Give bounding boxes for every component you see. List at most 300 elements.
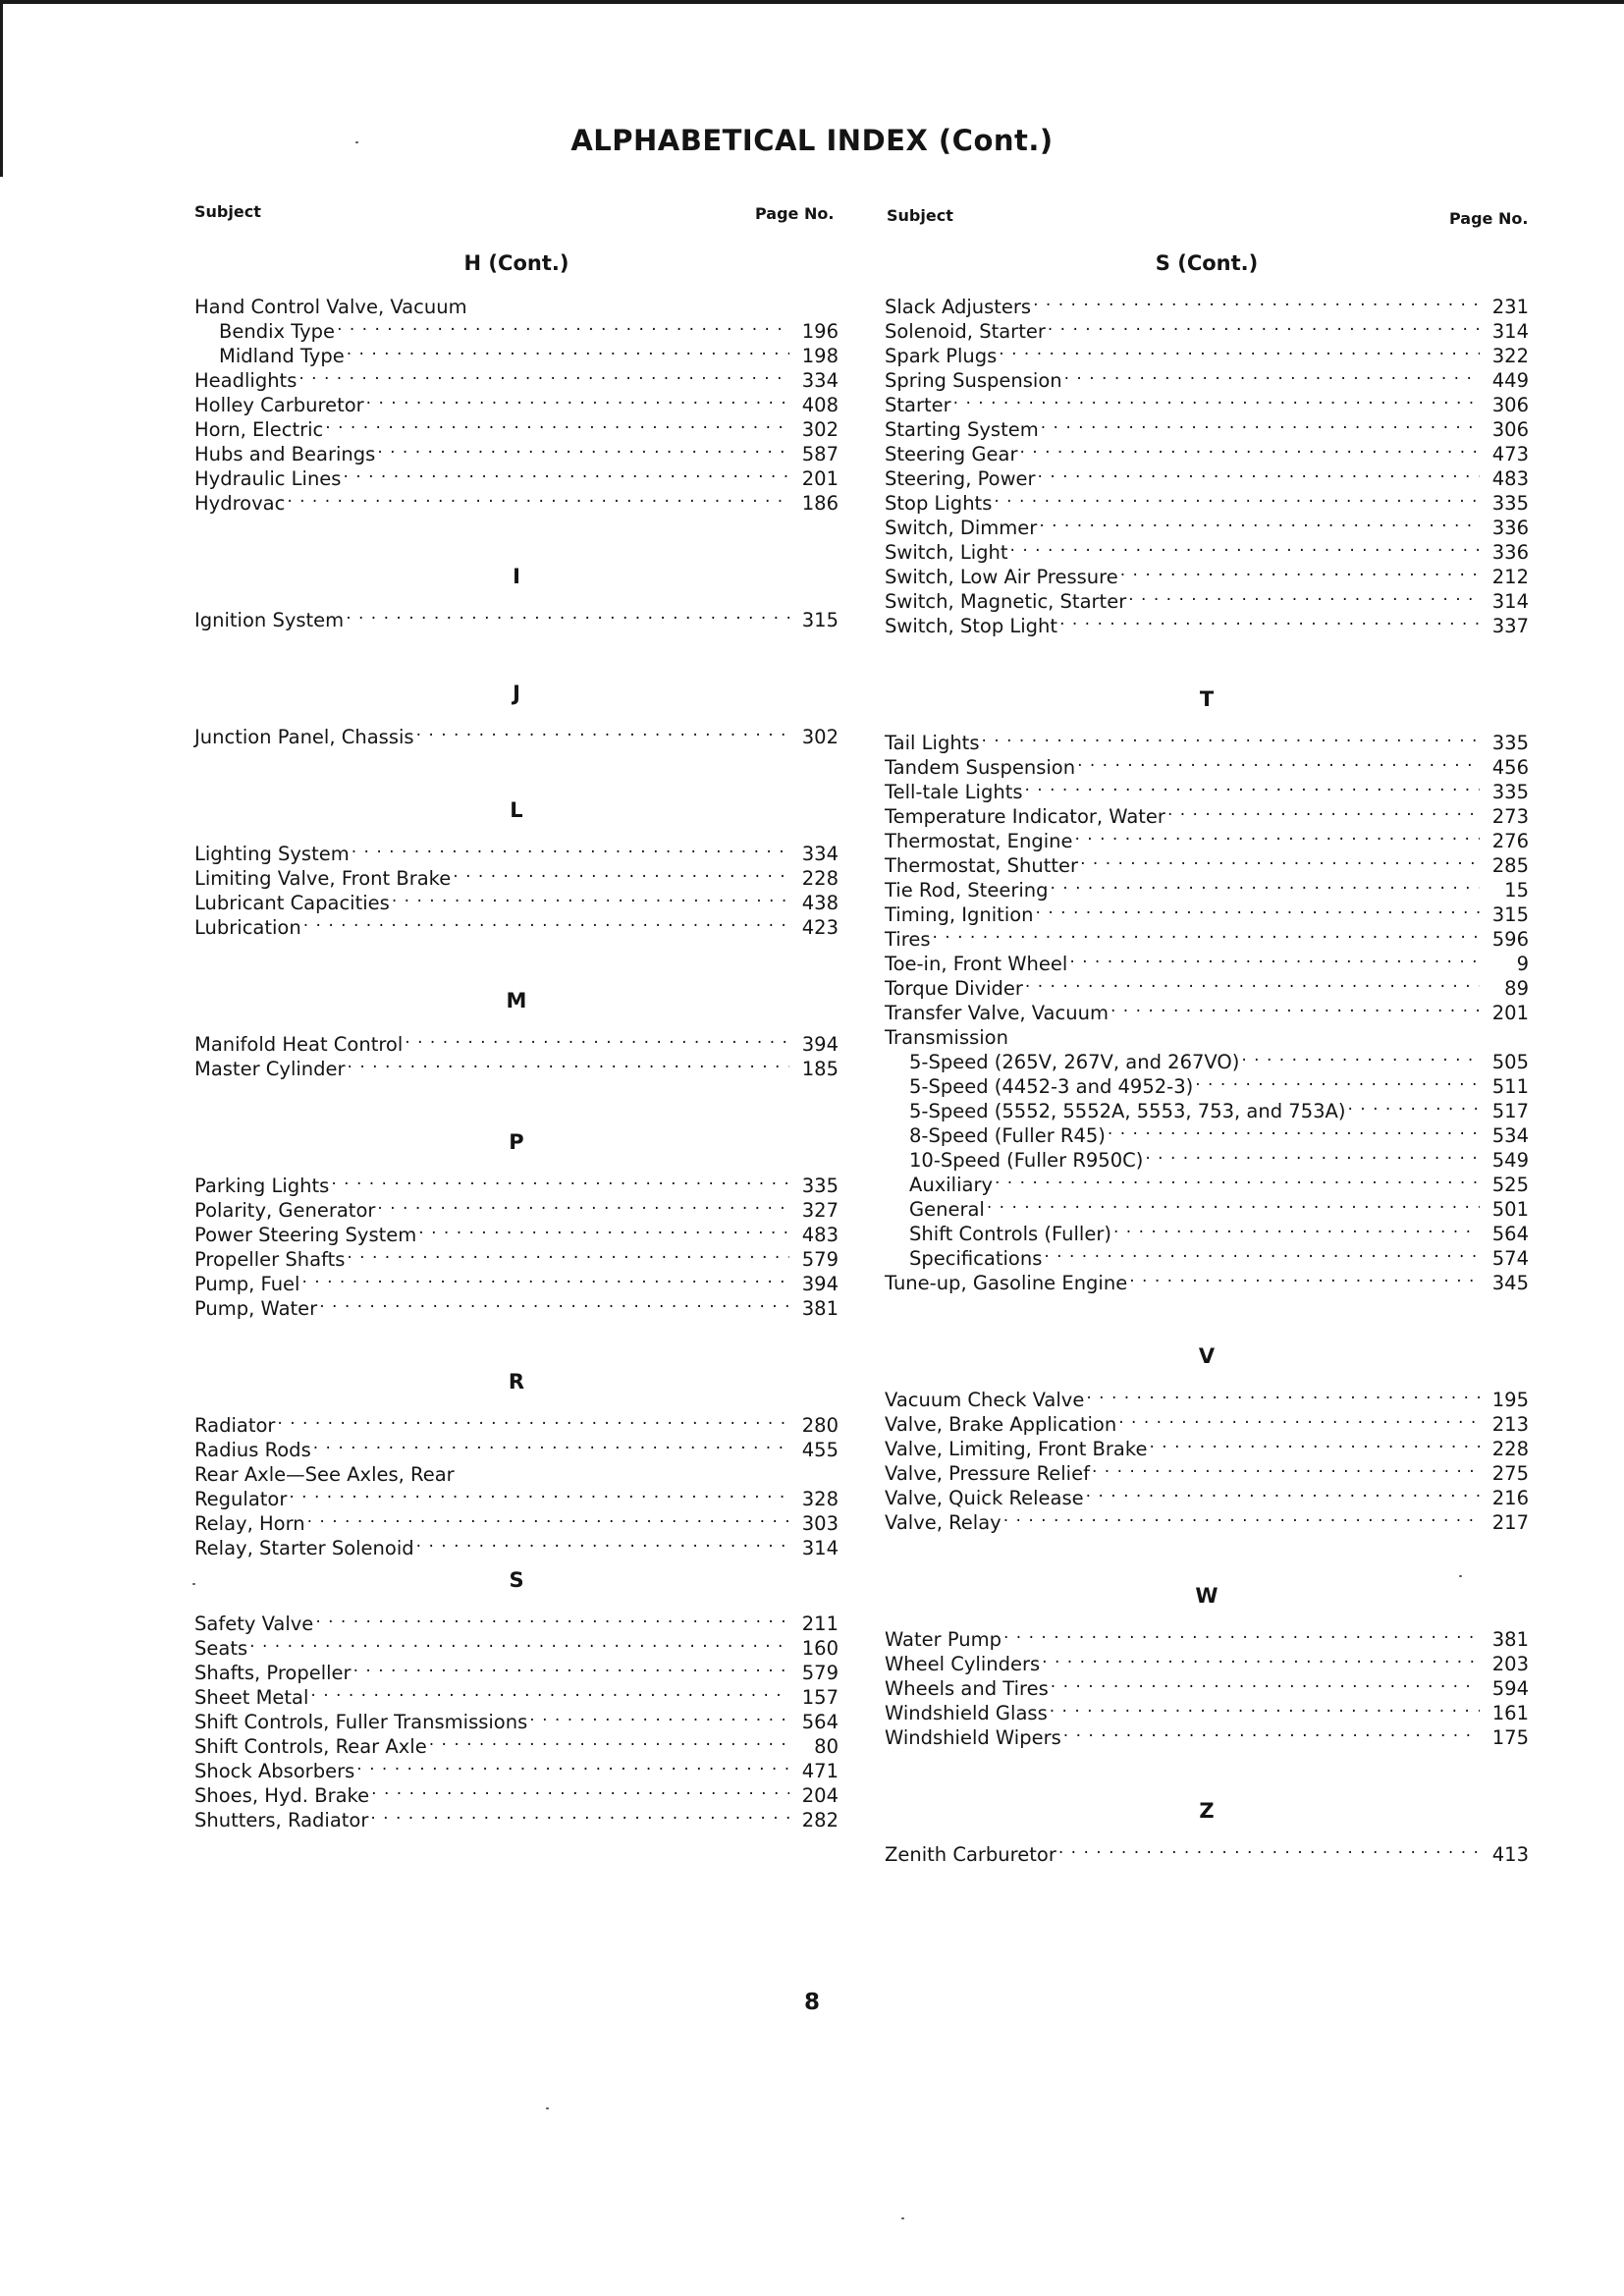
entry-page-number: 449 [1491, 369, 1529, 392]
entry-subject: Pump, Fuel [194, 1273, 300, 1295]
entry-page-number: 314 [1491, 590, 1529, 613]
index-section [885, 238, 1529, 637]
entry-subject: Tandem Suspension [885, 756, 1076, 779]
right-page-header: Page No. [1449, 209, 1529, 228]
dot-leader [1110, 995, 1480, 1019]
entry-page-number: 276 [1491, 830, 1529, 852]
page-number: 8 [803, 1990, 820, 2015]
index-entry [885, 411, 1529, 441]
entry-subject: Tune-up, Gasoline Engine [885, 1272, 1128, 1294]
index-section [194, 785, 839, 939]
dot-leader [1167, 798, 1480, 823]
entry-page-number: 534 [1491, 1124, 1529, 1147]
entry-subject: Spark Plugs [885, 345, 998, 367]
entry-page-number: 314 [1491, 320, 1529, 343]
entry-page-number: 228 [1491, 1438, 1529, 1460]
entry-subject: Shafts, Propeller [194, 1662, 352, 1684]
entry-subject: Manifold Heat Control [194, 1033, 404, 1056]
dot-leader [1118, 1406, 1480, 1431]
dot-leader [289, 1481, 789, 1505]
dot-leader [1044, 1240, 1480, 1265]
right-subject-header: Subject [887, 206, 953, 225]
entry-subject: Transmission [885, 1026, 1008, 1049]
entry-page-number: 185 [801, 1058, 839, 1080]
section-heading: W [1195, 1584, 1218, 1608]
entry-page-number: 394 [801, 1273, 839, 1295]
entry-page-number: 280 [801, 1414, 839, 1437]
entry-subject: Safety Valve [194, 1613, 314, 1635]
entry-page-number: 315 [801, 609, 839, 631]
index-entry [885, 1621, 1529, 1651]
entry-subject: Tell-tale Lights [885, 781, 1023, 803]
entry-subject: Limiting Valve, Front Brake [194, 867, 452, 890]
entry-page-number: 336 [1491, 517, 1529, 539]
entry-subject: Spring Suspension [885, 369, 1062, 392]
entry-page-number: 335 [801, 1175, 839, 1197]
entry-page-number: 161 [1491, 1702, 1529, 1724]
entry-subject: General [909, 1198, 985, 1221]
entry-page-number: 201 [801, 467, 839, 490]
entry-page-number: 335 [1491, 492, 1529, 515]
index-entry [885, 749, 1529, 779]
entry-page-number: 15 [1504, 879, 1529, 902]
entry-page-number: 217 [1491, 1511, 1529, 1534]
entry-subject: Thermostat, Shutter [885, 854, 1079, 877]
dot-leader [932, 921, 1480, 946]
entry-subject: Horn, Electric [194, 418, 324, 441]
index-entry [194, 1606, 839, 1635]
entry-subject: Polarity, Generator [194, 1199, 376, 1222]
entry-subject: Master Cylinder [194, 1058, 346, 1080]
entry-subject: Specifications [909, 1247, 1043, 1270]
entry-page-number: 525 [1491, 1174, 1529, 1196]
entry-page-number: 455 [801, 1439, 839, 1461]
entry-page-number: 306 [1491, 418, 1529, 441]
entry-subject: Relay, Horn [194, 1512, 305, 1535]
dot-leader [1003, 1504, 1480, 1529]
entry-page-number: 337 [1491, 615, 1529, 637]
dot-leader [366, 387, 789, 411]
entry-subject: 10-Speed (Fuller R950C) [909, 1149, 1144, 1172]
dot-leader [301, 1266, 789, 1290]
entry-subject: Parking Lights [194, 1175, 330, 1197]
entry-page-number: 505 [1491, 1051, 1529, 1073]
dot-leader [1129, 1265, 1480, 1289]
index-entry [194, 1655, 839, 1684]
entry-subject: Shutters, Radiator [194, 1809, 369, 1831]
entry-list [885, 1382, 1529, 1534]
scan-speck [355, 141, 358, 143]
entry-subject: Lubricant Capacities [194, 892, 390, 914]
dot-leader [352, 836, 789, 860]
entry-page-number: 315 [1491, 903, 1529, 926]
entry-page-number: 306 [1491, 394, 1529, 416]
entry-subject: Thermostat, Engine [885, 830, 1073, 852]
dot-leader [277, 1407, 789, 1432]
entry-page-number: 80 [814, 1735, 839, 1758]
entry-subject: Wheels and Tires [885, 1677, 1049, 1700]
entry-subject: Shift Controls, Rear Axle [194, 1735, 427, 1758]
entry-subject: Tail Lights [885, 732, 980, 754]
entry-page-number: 302 [801, 726, 839, 748]
entry-subject: Toe-in, Front Wheel [885, 953, 1068, 975]
entry-subject: Regulator [194, 1488, 288, 1510]
dot-leader [1120, 559, 1480, 583]
entry-page-number: 381 [1491, 1628, 1529, 1651]
dot-leader [1064, 362, 1480, 387]
entry-list [194, 1026, 839, 1080]
entry-subject: Radiator [194, 1414, 276, 1437]
dot-leader [1025, 774, 1481, 798]
dot-leader [999, 338, 1480, 362]
entry-subject: Valve, Pressure Relief [885, 1462, 1090, 1485]
dot-leader [1069, 946, 1480, 970]
dot-leader [469, 289, 789, 313]
dot-leader [347, 1241, 789, 1266]
entry-page-number: 334 [801, 843, 839, 865]
entry-subject: Valve, Quick Release [885, 1487, 1084, 1509]
entry-subject: Torque Divider [885, 977, 1023, 1000]
section-heading: S [509, 1568, 524, 1592]
dot-leader [1075, 823, 1481, 847]
entry-subject: Headlights [194, 369, 298, 392]
dot-leader [1042, 1646, 1480, 1670]
entry-page-number: 282 [801, 1809, 839, 1831]
entry-subject: Zenith Carburetor [885, 1843, 1056, 1866]
entry-subject: Shift Controls (Fuller) [909, 1223, 1111, 1245]
entry-page-number: 285 [1491, 854, 1529, 877]
dot-leader [249, 1630, 789, 1655]
dot-leader [1077, 749, 1480, 774]
entry-subject: Wheel Cylinders [885, 1653, 1041, 1675]
entry-subject: Hydraulic Lines [194, 467, 342, 490]
entry-list [194, 289, 839, 515]
section-heading: I [513, 565, 520, 588]
entry-subject: Sheet Metal [194, 1686, 309, 1709]
index-entry [885, 921, 1529, 951]
entry-page-number: 334 [801, 369, 839, 392]
entry-subject: Steering Gear [885, 443, 1018, 465]
dot-leader [1145, 1142, 1480, 1167]
dot-leader [377, 436, 789, 461]
dot-leader [319, 1290, 789, 1315]
dot-leader [1051, 1670, 1480, 1695]
dot-leader [346, 602, 789, 627]
dot-leader [982, 725, 1481, 749]
dot-leader [1038, 461, 1480, 485]
dot-leader [416, 1530, 789, 1555]
index-entry [194, 1026, 839, 1056]
section-heading: Z [1199, 1799, 1215, 1823]
right-index-column [885, 238, 1529, 1866]
index-section [885, 1570, 1529, 1749]
entry-subject: Starting System [885, 418, 1039, 441]
entry-subject: Rear Axle—See Axles, Rear [194, 1463, 455, 1486]
dot-leader [1113, 1216, 1480, 1240]
entry-page-number: 413 [1491, 1843, 1529, 1866]
entry-page-number: 275 [1491, 1462, 1529, 1485]
entry-subject: Water Pump [885, 1628, 1001, 1651]
entry-page-number: 335 [1491, 732, 1529, 754]
index-entry [194, 485, 839, 515]
entry-page-number: 175 [1491, 1726, 1529, 1749]
entry-page-number: 423 [801, 916, 839, 939]
dot-leader [337, 313, 789, 338]
entry-subject: Transfer Valve, Vacuum [885, 1002, 1109, 1024]
entry-subject: Relay, Starter Solenoid [194, 1537, 414, 1559]
dot-leader [315, 1606, 789, 1630]
dot-leader [1086, 1480, 1480, 1504]
dot-leader [995, 1167, 1480, 1191]
dot-leader [1039, 510, 1480, 534]
entry-subject: Starter [885, 394, 951, 416]
dot-leader [353, 1655, 789, 1679]
dot-leader [1003, 1621, 1480, 1646]
dot-leader [1019, 436, 1480, 461]
entry-page-number: 594 [1491, 1677, 1529, 1700]
index-section [194, 1117, 839, 1320]
entry-subject: Steering, Power [885, 467, 1036, 490]
index-entry [194, 1481, 839, 1510]
entry-subject: Switch, Light [885, 541, 1008, 564]
entry-subject: Shift Controls, Fuller Transmissions [194, 1711, 528, 1733]
dot-leader [987, 1191, 1480, 1216]
dot-leader [457, 1456, 789, 1481]
entry-page-number: 327 [801, 1199, 839, 1222]
dot-leader [287, 485, 789, 510]
entry-page-number: 471 [801, 1760, 839, 1782]
dot-leader [529, 1704, 789, 1728]
index-section [194, 238, 839, 515]
entry-page-number: 198 [801, 345, 839, 367]
entry-subject: Valve, Brake Application [885, 1413, 1117, 1436]
index-entry [885, 946, 1529, 975]
section-heading: H (Cont.) [463, 251, 569, 275]
entry-subject: Pump, Water [194, 1297, 318, 1320]
entry-subject: Lighting System [194, 843, 350, 865]
left-subject-header: Subject [194, 202, 261, 221]
entry-page-number: 157 [801, 1686, 839, 1709]
index-section [194, 1555, 839, 1831]
entry-page-number: 456 [1491, 756, 1529, 779]
dot-leader [416, 719, 789, 743]
entry-page-number: 408 [801, 394, 839, 416]
index-section [194, 975, 839, 1080]
index-entry [194, 1432, 839, 1461]
section-heading: J [513, 682, 520, 705]
section-heading: T [1199, 687, 1215, 711]
entry-subject: Shoes, Hyd. Brake [194, 1784, 370, 1807]
entry-page-number: 204 [801, 1784, 839, 1807]
entry-subject: Seats [194, 1637, 248, 1660]
entry-page-number: 473 [1491, 443, 1529, 465]
index-entry [194, 1505, 839, 1535]
scan-top-border [0, 0, 1624, 4]
entry-page-number: 302 [801, 418, 839, 441]
entry-list [885, 1621, 1529, 1749]
dot-leader [1010, 1019, 1480, 1044]
dot-leader [1058, 1836, 1480, 1861]
dot-leader [1051, 872, 1481, 897]
entry-page-number: 9 [1516, 953, 1529, 975]
scan-speck [1459, 1575, 1462, 1577]
entry-subject: Lubrication [194, 916, 301, 939]
dot-leader [953, 387, 1480, 411]
entry-subject: Solenoid, Starter [885, 320, 1046, 343]
entry-page-number: 511 [1491, 1075, 1529, 1098]
entry-subject: Timing, Ignition [885, 903, 1034, 926]
index-entry [194, 1630, 839, 1660]
entry-list [194, 1407, 839, 1559]
entry-list [885, 725, 1529, 1294]
section-heading: P [509, 1130, 524, 1154]
entry-page-number: 322 [1491, 345, 1529, 367]
entry-subject: Valve, Limiting, Front Brake [885, 1438, 1148, 1460]
dot-leader [1033, 289, 1480, 313]
dot-leader [1108, 1118, 1480, 1142]
entry-page-number: 314 [801, 1537, 839, 1559]
entry-subject: 5-Speed (5552, 5552A, 5553, 753, and 753A) [909, 1100, 1346, 1122]
index-entry [885, 289, 1529, 318]
dot-leader [298, 362, 789, 387]
entry-page-number: 501 [1491, 1198, 1529, 1221]
entry-subject: Windshield Glass [885, 1702, 1048, 1724]
dot-leader [1050, 1695, 1480, 1720]
entry-subject: Propeller Shafts [194, 1248, 346, 1271]
entry-subject: Temperature Indicator, Water [885, 805, 1165, 828]
index-section [194, 551, 839, 631]
entry-subject: Tires [885, 928, 931, 951]
dot-leader [325, 411, 789, 436]
index-entry [885, 1836, 1529, 1866]
entry-subject: Junction Panel, Chassis [194, 726, 414, 748]
entry-page-number: 216 [1491, 1487, 1529, 1509]
entry-subject: Windshield Wipers [885, 1726, 1061, 1749]
section-heading: R [508, 1370, 525, 1394]
entry-page-number: 483 [801, 1224, 839, 1246]
entry-subject: Slack Adjusters [885, 296, 1032, 318]
entry-page-number: 273 [1491, 805, 1529, 828]
index-section [194, 1356, 839, 1559]
dot-leader [331, 1168, 789, 1192]
scan-speck [192, 1583, 195, 1585]
entry-page-number: 483 [1491, 467, 1529, 490]
entry-page-number: 574 [1491, 1247, 1529, 1270]
left-index-column [194, 238, 839, 1831]
dot-leader [1036, 897, 1480, 921]
entry-subject: Tie Rod, Steering [885, 879, 1049, 902]
section-heading: S (Cont.) [1155, 251, 1259, 275]
dot-leader [371, 1777, 789, 1802]
left-page-header: Page No. [755, 204, 835, 223]
entry-page-number: 381 [801, 1297, 839, 1320]
dot-leader [1195, 1068, 1480, 1093]
index-entry [194, 289, 839, 318]
index-section [885, 1785, 1529, 1866]
dot-leader [1092, 1455, 1480, 1480]
dot-leader [343, 461, 789, 485]
dot-leader [377, 1192, 789, 1217]
entry-page-number: 336 [1491, 541, 1529, 564]
entry-subject: Switch, Dimmer [885, 517, 1038, 539]
dot-leader [1059, 608, 1480, 632]
entry-subject: 5-Speed (265V, 267V, and 267VO) [909, 1051, 1240, 1073]
dot-leader [1086, 1382, 1480, 1406]
entry-page-number: 596 [1491, 928, 1529, 951]
entry-page-number: 231 [1491, 296, 1529, 318]
entry-subject: Radius Rods [194, 1439, 311, 1461]
dot-leader [303, 909, 789, 934]
dot-leader [1025, 970, 1480, 995]
entry-page-number: 213 [1491, 1413, 1529, 1436]
entry-page-number: 579 [801, 1662, 839, 1684]
dot-leader [370, 1802, 789, 1827]
scan-speck [546, 2107, 549, 2109]
entry-page-number: 228 [801, 867, 839, 890]
dot-leader [313, 1432, 789, 1456]
index-entry [885, 1382, 1529, 1411]
entry-subject: Bendix Type [219, 320, 336, 343]
entry-subject: Ignition System [194, 609, 345, 631]
entry-page-number: 89 [1504, 977, 1529, 1000]
index-section [885, 1331, 1529, 1534]
entry-page-number: 517 [1491, 1100, 1529, 1122]
entry-subject: Switch, Low Air Pressure [885, 566, 1118, 588]
scan-speck [901, 2217, 904, 2219]
section-heading: V [1198, 1344, 1216, 1368]
entry-page-number: 160 [801, 1637, 839, 1660]
entry-page-number: 196 [801, 320, 839, 343]
dot-leader [1063, 1720, 1480, 1744]
entry-page-number: 203 [1491, 1653, 1529, 1675]
entry-list [885, 289, 1529, 637]
entry-subject: Midland Type [219, 345, 345, 367]
dot-leader [1241, 1044, 1480, 1068]
entry-list [194, 1606, 839, 1831]
entry-subject: Switch, Magnetic, Starter [885, 590, 1127, 613]
entry-page-number: 564 [801, 1711, 839, 1733]
dot-leader [418, 1217, 789, 1241]
entry-page-number: 438 [801, 892, 839, 914]
index-section [885, 674, 1529, 1294]
entry-list [194, 1168, 839, 1320]
index-entry [194, 602, 839, 631]
entry-page-number: 345 [1491, 1272, 1529, 1294]
entry-subject: Hand Control Valve, Vacuum [194, 296, 467, 318]
entry-page-number: 201 [1491, 1002, 1529, 1024]
entry-subject: Shock Absorbers [194, 1760, 355, 1782]
dot-leader [307, 1505, 789, 1530]
entry-page-number: 579 [801, 1248, 839, 1271]
entry-subject: Valve, Relay [885, 1511, 1001, 1534]
entry-subject: Vacuum Check Valve [885, 1389, 1085, 1411]
index-entry [885, 725, 1529, 754]
entry-list [194, 602, 839, 631]
entry-subject: Switch, Stop Light [885, 615, 1058, 637]
dot-leader [1041, 411, 1480, 436]
dot-leader [405, 1026, 789, 1051]
entry-subject: Hydrovac [194, 492, 286, 515]
entry-subject: 8-Speed (Fuller R45) [909, 1124, 1106, 1147]
dot-leader [429, 1728, 789, 1753]
index-entry [194, 1168, 839, 1197]
entry-subject: Holley Carburetor [194, 394, 364, 416]
index-entry [194, 1407, 839, 1437]
dot-leader [994, 485, 1480, 510]
entry-page-number: 211 [801, 1613, 839, 1635]
entry-page-number: 328 [801, 1488, 839, 1510]
index-section [194, 668, 839, 748]
